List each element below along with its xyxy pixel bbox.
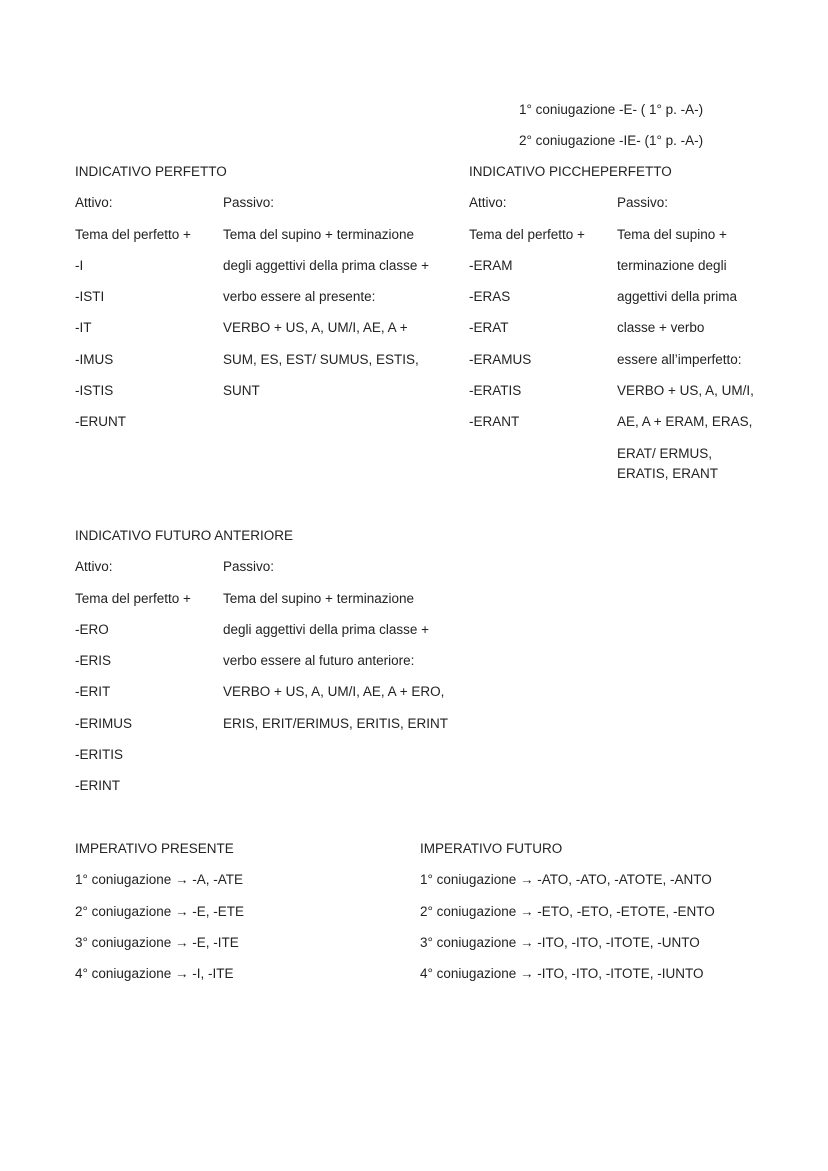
ending-value: -E, -ITE	[192, 935, 239, 950]
imperativo-futuro-title: IMPERATIVO FUTURO	[420, 841, 563, 856]
perfetto-attivo-line: -ERUNT	[75, 414, 126, 429]
futuro-anteriore-attivo-line: -ERIMUS	[75, 716, 132, 731]
imperativo-futuro-row	[420, 903, 715, 921]
futuro-anteriore-attivo-line: -ERO	[75, 622, 109, 637]
arrow-right-icon: →	[520, 935, 534, 950]
perfetto-attivo-line: -IT	[75, 320, 92, 335]
imperativo-presente-row	[75, 934, 239, 952]
perfetto-attivo-line: -IMUS	[75, 352, 114, 367]
arrow-right-icon: →	[175, 872, 189, 887]
conjugation-label: 2° coniugazione	[420, 904, 517, 919]
perfetto-passivo-line: SUNT	[223, 383, 260, 398]
piuccheperfetto-passivo-label: Passivo:	[617, 195, 669, 210]
perfetto-passivo-line: verbo essere al presente:	[223, 289, 376, 304]
piuccheperfetto-passivo-line: aggettivi della prima	[617, 289, 738, 304]
perfetto-passivo-line: Tema del supino + terminazione	[223, 227, 414, 242]
futuro-anteriore-passivo-line: degli aggettivi della prima classe +	[223, 622, 429, 637]
piuccheperfetto-attivo-line: -ERAS	[469, 289, 511, 304]
piuccheperfetto-title: INDICATIVO PICCHEPERFETTO	[469, 164, 672, 179]
perfetto-attivo-label: Attivo:	[75, 195, 113, 210]
arrow-right-icon: →	[175, 966, 189, 981]
piuccheperfetto-passivo-line: terminazione degli	[617, 258, 727, 273]
ending-value: -A, -ATE	[192, 872, 244, 887]
top-note-1: 1° coniugazione -E- ( 1° p. -A-)	[519, 102, 704, 117]
ending-value: -I, -ITE	[192, 966, 234, 981]
arrow-right-icon: →	[520, 966, 534, 981]
perfetto-attivo-line: Tema del perfetto +	[75, 227, 191, 242]
imperativo-futuro-row	[420, 934, 700, 952]
imperativo-presente-row	[75, 903, 244, 921]
imperativo-futuro-row	[420, 965, 704, 983]
piuccheperfetto-passivo-line: essere all’imperfetto:	[617, 352, 742, 367]
ending-value: -ITO, -ITO, -ITOTE, -UNTO	[537, 935, 700, 950]
piuccheperfetto-passivo-line: Tema del supino +	[617, 227, 727, 242]
perfetto-passivo-line: VERBO + US, A, UM/I, AE, A +	[223, 320, 408, 335]
futuro-anteriore-attivo-line: Tema del perfetto +	[75, 591, 191, 606]
futuro-anteriore-title: INDICATIVO FUTURO ANTERIORE	[75, 528, 294, 543]
ending-value: -ITO, -ITO, -ITOTE, -IUNTO	[537, 966, 704, 981]
perfetto-passivo-line: degli aggettivi della prima classe +	[223, 258, 429, 273]
piuccheperfetto-passivo-line: ERAT/ ERMUS, ERATIS, ERANT	[617, 446, 719, 481]
perfetto-attivo-line: -I	[75, 258, 84, 273]
futuro-anteriore-passivo-line: ERIS, ERIT/ERIMUS, ERITIS, ERINT	[223, 716, 449, 731]
piuccheperfetto-passivo-line: classe + verbo	[617, 320, 705, 335]
piuccheperfetto-passivo-line: VERBO + US, A, UM/I,	[617, 383, 754, 398]
futuro-anteriore-attivo-line: -ERITIS	[75, 747, 124, 762]
imperativo-presente-title: IMPERATIVO PRESENTE	[75, 841, 234, 856]
top-note-2: 2° coniugazione -IE- (1° p. -A-)	[519, 133, 704, 148]
futuro-anteriore-attivo-line: -ERIS	[75, 653, 112, 668]
piuccheperfetto-attivo-line: -ERATIS	[469, 383, 522, 398]
arrow-right-icon: →	[520, 872, 534, 887]
arrow-right-icon: →	[520, 904, 534, 919]
perfetto-attivo-line: -ISTI	[75, 289, 105, 304]
conjugation-label: 1° coniugazione	[75, 872, 172, 887]
perfetto-attivo-line: -ISTIS	[75, 383, 114, 398]
conjugation-label: 1° coniugazione	[420, 872, 517, 887]
perfetto-title: INDICATIVO PERFETTO	[75, 164, 227, 179]
futuro-anteriore-attivo-label: Attivo:	[75, 559, 113, 574]
imperativo-presente-row	[75, 871, 243, 889]
perfetto-passivo-label: Passivo:	[223, 195, 275, 210]
ending-value: -ATO, -ATO, -ATOTE, -ANTO	[537, 872, 712, 887]
futuro-anteriore-passivo-label: Passivo:	[223, 559, 275, 574]
ending-value: -E, -ETE	[192, 904, 245, 919]
piuccheperfetto-attivo-label: Attivo:	[469, 195, 507, 210]
conjugation-label: 4° coniugazione	[420, 966, 517, 981]
futuro-anteriore-attivo-line: -ERINT	[75, 778, 120, 793]
piuccheperfetto-passivo-line: AE, A + ERAM, ERAS,	[617, 414, 753, 429]
piuccheperfetto-attivo-line: -ERAM	[469, 258, 513, 273]
conjugation-label: 2° coniugazione	[75, 904, 172, 919]
conjugation-label: 4° coniugazione	[75, 966, 172, 981]
futuro-anteriore-passivo-line: verbo essere al futuro anteriore:	[223, 653, 415, 668]
piuccheperfetto-attivo-line: Tema del perfetto +	[469, 227, 585, 242]
futuro-anteriore-passivo-line: VERBO + US, A, UM/I, AE, A + ERO,	[223, 684, 445, 699]
ending-value: -ETO, -ETO, -ETOTE, -ENTO	[537, 904, 715, 919]
arrow-right-icon: →	[175, 935, 189, 950]
piuccheperfetto-attivo-line: -ERAMUS	[469, 352, 532, 367]
arrow-right-icon: →	[175, 904, 189, 919]
piuccheperfetto-attivo-line: -ERAT	[469, 320, 509, 335]
conjugation-label: 3° coniugazione	[75, 935, 172, 950]
futuro-anteriore-passivo-line: Tema del supino + terminazione	[223, 591, 414, 606]
conjugation-label: 3° coniugazione	[420, 935, 517, 950]
piuccheperfetto-attivo-line: -ERANT	[469, 414, 520, 429]
futuro-anteriore-attivo-line: -ERIT	[75, 684, 111, 699]
imperativo-futuro-row	[420, 871, 712, 889]
perfetto-passivo-line: SUM, ES, EST/ SUMUS, ESTIS,	[223, 352, 419, 367]
imperativo-presente-row	[75, 965, 234, 983]
